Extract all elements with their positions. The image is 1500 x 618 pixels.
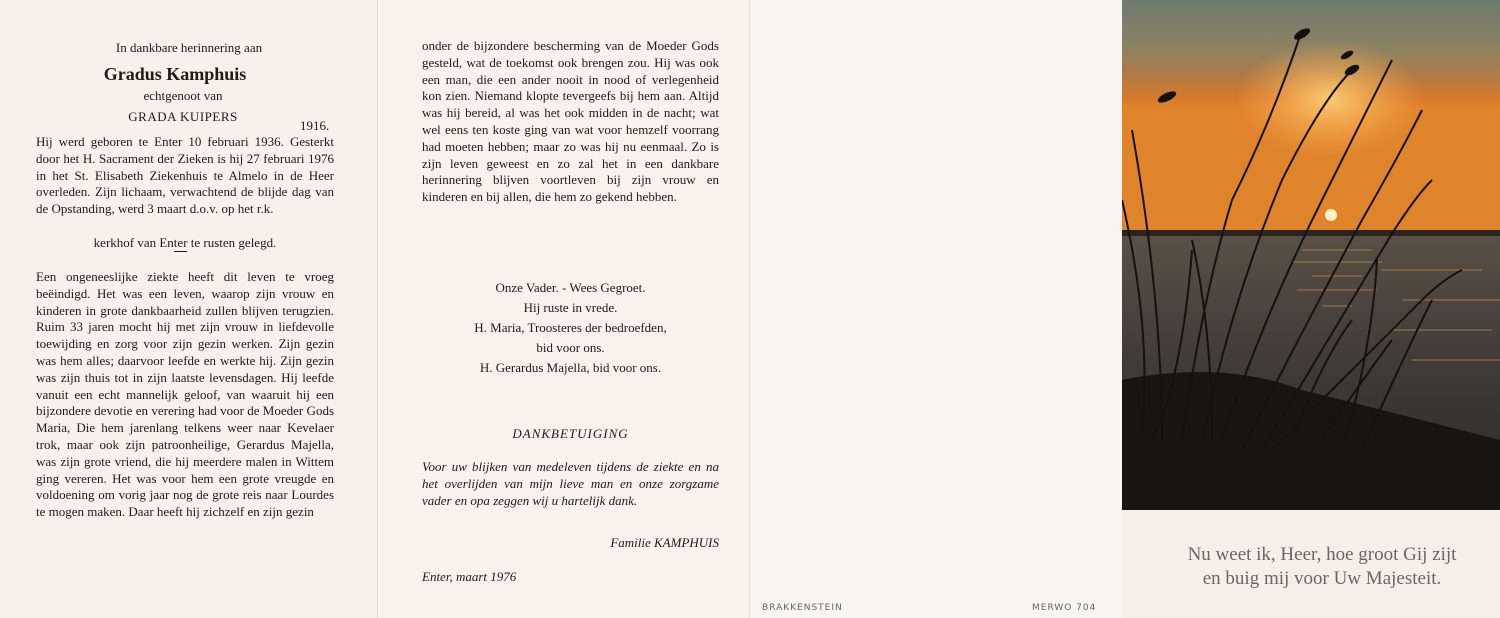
card-panel-left	[0, 0, 378, 618]
thanks-heading: DANKBETUIGING	[512, 426, 629, 441]
sunset-photo	[1122, 0, 1500, 510]
place-date: Enter, maart 1976	[422, 569, 517, 584]
prayer-line: Onze Vader. - Wees Gegroet.	[495, 280, 646, 295]
prayer-line: bid voor ons.	[536, 340, 605, 355]
family-signature: Familie KAMPHUIS	[610, 535, 719, 550]
card-panel-front	[1122, 0, 1500, 618]
intro-line: In dankbare herinnering aan	[115, 40, 263, 55]
printer-name: BRAKKENSTEIN	[762, 603, 843, 613]
card-code: MERWO 704	[1032, 603, 1097, 613]
burial-line: kerkhof van Enter te rusten gelegd.	[93, 235, 277, 250]
biography-paragraph: Hij werd geboren te Enter 10 februari 1936. Gesterkt door het H. Sacrament der Zieken is hij 27 februari 1976 in het St. Elisabeth Ziekenhuis te Almelo in de Heer overleden. Zijn lichaam, verwachtend de blijde dag van de Opstanding, werd 3 maart d.o.v. op het r.k.	[36, 134, 334, 217]
life-story-paragraph: Een ongeneeslijke ziekte heeft dit leven te vroeg beëindigd. Het was een leven, waarop zijn vrouw en kinderen in grote dankbaarheid zullen blijven terugzien. Ruim 33 jaren mocht hij met zijn vrouw in liefdevolle toewijding en zorg voor zijn gezin werken. Zijn gezin was hem alles; daarvoor leefde en werkte hij. Zijn gezin was zijn thuis tot in zijn laatste levensdagen. Hij leefde vanuit een echt mannelijk geloof, van waaruit hij een bijzondere devotie en verering had voor de Moeder Gods Maria, Die hem jarenlang telkens weer naar Kevelaer trok, maar ook zijn patroonheilige, Gerardus Majella, was zijn grote vriend, die hij meerdere malen in Wittem ging vereren. Het was voor hem een grote vreugde en voldoening om vorig jaar nog de grote reis naar Lourdes te mogen maken. Daar heeft hij zichzelf en zijn gezin	[36, 269, 334, 520]
birth-year-correction: 1916.	[300, 118, 330, 133]
divider	[174, 251, 187, 252]
deceased-name: Gradus Kamphuis	[103, 64, 247, 84]
spouse-relation: echtgenoot van	[143, 88, 223, 103]
prayer-line: Hij ruste in vrede.	[523, 300, 618, 315]
verse-line: en buig mij voor Uw Majesteit.	[1202, 568, 1442, 589]
prayer-line: H. Maria, Troosteres der bedroefden,	[474, 320, 667, 335]
continuation-paragraph: onder de bijzondere bescherming van de Moeder Gods gesteld, wat de toekomst ook brengen zou. Hij was ook een man, die een ander nooit in nood of verlegenheid kon zien. Niemand klopte tevergeefs bij hem aan. Altijd was hij bereid, al was het ook midden in de nacht; wat wel eens ten koste ging van wat voor hemzelf voorrang had moeten hebben; maar zo was hij nu eenmaal. Zo is zijn leven geweest en zo zal het in een dankbare herinnering blijven voortleven bij zijn vrouw en kinderen en bij allen, die hem zo gekend hebben.	[422, 38, 719, 205]
prayer-list	[422, 278, 719, 378]
verse-line: Nu weet ik, Heer, hoe groot Gij zijt	[1187, 544, 1457, 565]
card-panel-back	[750, 0, 1122, 618]
spouse-name: GRADA KUIPERS	[128, 109, 238, 124]
thanks-paragraph: Voor uw blijken van medeleven tijdens de ziekte en na het overlijden van mijn lieve man en onze zorgzame vader en opa zeggen wij u hartelijk dank.	[422, 459, 719, 508]
card-panel-middle	[378, 0, 750, 618]
verse	[1152, 543, 1492, 591]
prayer-line: H. Gerardus Majella, bid voor ons.	[479, 360, 662, 375]
